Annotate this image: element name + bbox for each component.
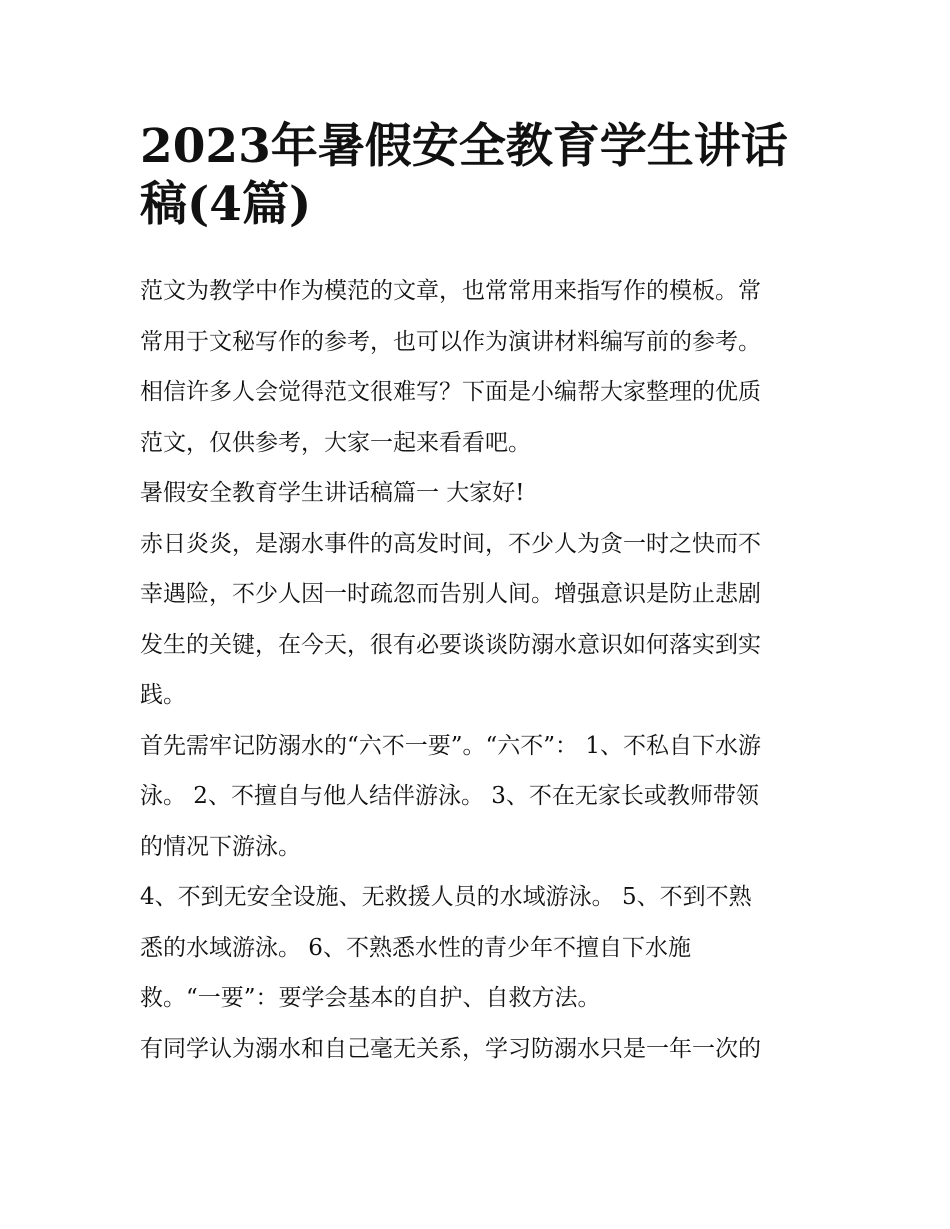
body-line: 泳。 2、不擅自与他人结伴游泳。 3、不在无家长或教师带领	[140, 783, 759, 809]
body-line: 首先需牢记防溺水的“六不一要”。“六不”： 1、不私自下水游	[140, 732, 761, 759]
title-line: 2023年暑假安全教育学生讲话	[140, 119, 788, 174]
document-title	[140, 118, 812, 234]
body-line: 相信许多人会觉得范文很难写？下面是小编帮大家整理的优质	[140, 379, 761, 405]
document-body	[140, 266, 812, 1074]
body-line: 4、不到无安全设施、无救援人员的水域游泳。 5、不到不熟	[140, 884, 752, 910]
body-line: 赤日炎炎，是溺水事件的高发时间，不少人为贪一时之快而不	[140, 530, 761, 557]
title-line: 稿(4篇)	[140, 177, 312, 232]
document-page	[140, 118, 812, 1074]
body-line: 幸遇险，不少人因一时疏忽而告别人间。增强意识是防止悲剧	[140, 581, 761, 607]
body-line: 常用于文秘写作的参考，也可以作为演讲材料编写前的参考。	[140, 328, 761, 355]
body-line: 救。“一要”：要学会基本的自护、自救方法。	[140, 985, 601, 1011]
body-line: 有同学认为溺水和自己毫无关系，学习防溺水只是一年一次的	[140, 1035, 761, 1062]
body-line: 范文，仅供参考，大家一起来看看吧。	[140, 429, 531, 456]
body-line: 践。	[140, 682, 186, 708]
body-line: 范文为教学中作为模范的文章，也常常用来指写作的模板。常	[140, 278, 761, 304]
body-line: 悉的水域游泳。 6、不熟悉水性的青少年不擅自下水施	[140, 934, 691, 961]
body-line: 的情况下游泳。	[140, 833, 301, 860]
body-line: 暑假安全教育学生讲话稿篇一 大家好!	[140, 480, 525, 506]
body-line: 发生的关键，在今天，很有必要谈谈防溺水意识如何落实到实	[140, 631, 761, 658]
